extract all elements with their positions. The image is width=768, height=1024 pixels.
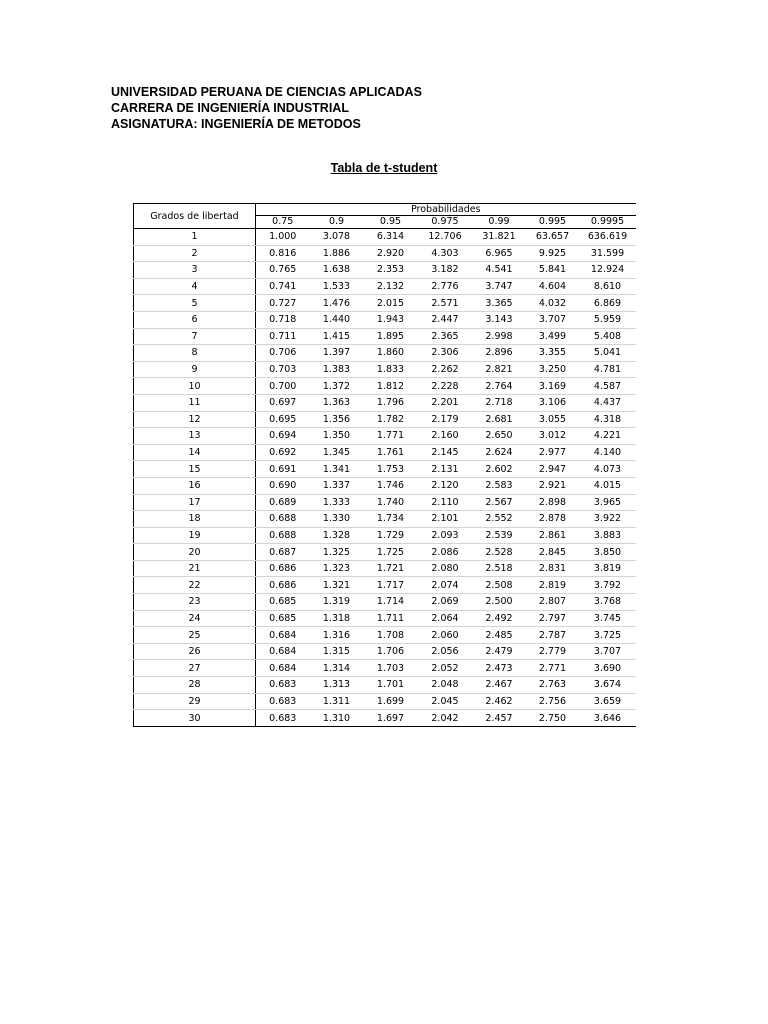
value-cell: 0.685 bbox=[256, 610, 310, 627]
dof-cell: 2 bbox=[134, 245, 256, 262]
value-cell: 2.602 bbox=[473, 461, 526, 478]
value-cell: 2.462 bbox=[473, 693, 526, 710]
value-cell: 4.587 bbox=[580, 378, 636, 395]
dof-cell: 20 bbox=[134, 544, 256, 561]
probability-column-header: 0.975 bbox=[418, 216, 473, 229]
value-cell: 1.725 bbox=[364, 544, 418, 561]
document-header bbox=[111, 84, 422, 132]
value-cell: 2.492 bbox=[473, 610, 526, 627]
value-cell: 2.473 bbox=[473, 660, 526, 677]
value-cell: 3.499 bbox=[526, 328, 580, 345]
value-cell: 2.064 bbox=[418, 610, 473, 627]
dof-cell: 15 bbox=[134, 461, 256, 478]
table-row bbox=[134, 577, 636, 594]
value-cell: 2.479 bbox=[473, 643, 526, 660]
value-cell: 3.182 bbox=[418, 262, 473, 279]
value-cell: 2.921 bbox=[526, 477, 580, 494]
dof-cell: 11 bbox=[134, 394, 256, 411]
value-cell: 1.345 bbox=[310, 444, 364, 461]
value-cell: 2.998 bbox=[473, 328, 526, 345]
value-cell: 63.657 bbox=[526, 229, 580, 246]
value-cell: 1.714 bbox=[364, 594, 418, 611]
value-cell: 1.330 bbox=[310, 511, 364, 528]
value-cell: 1.729 bbox=[364, 527, 418, 544]
value-cell: 4.015 bbox=[580, 477, 636, 494]
dof-cell: 28 bbox=[134, 677, 256, 694]
table-row bbox=[134, 444, 636, 461]
value-cell: 0.684 bbox=[256, 660, 310, 677]
value-cell: 3.850 bbox=[580, 544, 636, 561]
dof-cell: 4 bbox=[134, 278, 256, 295]
value-cell: 2.583 bbox=[473, 477, 526, 494]
value-cell: 3.819 bbox=[580, 560, 636, 577]
dof-cell: 21 bbox=[134, 560, 256, 577]
value-cell: 1.397 bbox=[310, 345, 364, 362]
value-cell: 4.032 bbox=[526, 295, 580, 312]
probability-column-header: 0.9 bbox=[310, 216, 364, 229]
dof-cell: 29 bbox=[134, 693, 256, 710]
value-cell: 1.319 bbox=[310, 594, 364, 611]
value-cell: 3.250 bbox=[526, 361, 580, 378]
value-cell: 0.683 bbox=[256, 693, 310, 710]
dof-cell: 8 bbox=[134, 345, 256, 362]
value-cell: 0.686 bbox=[256, 560, 310, 577]
value-cell: 2.110 bbox=[418, 494, 473, 511]
value-cell: 0.816 bbox=[256, 245, 310, 262]
value-cell: 0.711 bbox=[256, 328, 310, 345]
value-cell: 0.703 bbox=[256, 361, 310, 378]
value-cell: 1.476 bbox=[310, 295, 364, 312]
value-cell: 0.688 bbox=[256, 527, 310, 544]
value-cell: 3.922 bbox=[580, 511, 636, 528]
value-cell: 2.787 bbox=[526, 627, 580, 644]
value-cell: 1.372 bbox=[310, 378, 364, 395]
value-cell: 1.323 bbox=[310, 560, 364, 577]
value-cell: 0.689 bbox=[256, 494, 310, 511]
value-cell: 1.833 bbox=[364, 361, 418, 378]
dof-cell: 10 bbox=[134, 378, 256, 395]
value-cell: 0.691 bbox=[256, 461, 310, 478]
value-cell: 2.763 bbox=[526, 677, 580, 694]
value-cell: 2.861 bbox=[526, 527, 580, 544]
table-row bbox=[134, 394, 636, 411]
value-cell: 1.706 bbox=[364, 643, 418, 660]
value-cell: 1.316 bbox=[310, 627, 364, 644]
table-row bbox=[134, 527, 636, 544]
value-cell: 1.796 bbox=[364, 394, 418, 411]
value-cell: 5.408 bbox=[580, 328, 636, 345]
value-cell: 3.012 bbox=[526, 428, 580, 445]
table-row bbox=[134, 345, 636, 362]
university-name: UNIVERSIDAD PERUANA DE CIENCIAS APLICADAS bbox=[111, 85, 422, 99]
value-cell: 1.699 bbox=[364, 693, 418, 710]
value-cell: 0.688 bbox=[256, 511, 310, 528]
value-cell: 3.646 bbox=[580, 710, 636, 727]
value-cell: 3.659 bbox=[580, 693, 636, 710]
value-cell: 1.697 bbox=[364, 710, 418, 727]
value-cell: 5.959 bbox=[580, 311, 636, 328]
table-header-row bbox=[134, 204, 636, 216]
value-cell: 1.318 bbox=[310, 610, 364, 627]
value-cell: 2.500 bbox=[473, 594, 526, 611]
value-cell: 0.697 bbox=[256, 394, 310, 411]
value-cell: 2.131 bbox=[418, 461, 473, 478]
value-cell: 1.310 bbox=[310, 710, 364, 727]
value-cell: 3.674 bbox=[580, 677, 636, 694]
value-cell: 0.727 bbox=[256, 295, 310, 312]
value-cell: 2.528 bbox=[473, 544, 526, 561]
table-row bbox=[134, 560, 636, 577]
value-cell: 2.145 bbox=[418, 444, 473, 461]
table-row bbox=[134, 262, 636, 279]
value-cell: 0.700 bbox=[256, 378, 310, 395]
value-cell: 4.437 bbox=[580, 394, 636, 411]
table-row bbox=[134, 229, 636, 246]
value-cell: 2.093 bbox=[418, 527, 473, 544]
value-cell: 4.604 bbox=[526, 278, 580, 295]
value-cell: 2.567 bbox=[473, 494, 526, 511]
table-row bbox=[134, 361, 636, 378]
value-cell: 2.624 bbox=[473, 444, 526, 461]
value-cell: 2.920 bbox=[364, 245, 418, 262]
dof-cell: 3 bbox=[134, 262, 256, 279]
value-cell: 0.718 bbox=[256, 311, 310, 328]
value-cell: 9.925 bbox=[526, 245, 580, 262]
value-cell: 1.886 bbox=[310, 245, 364, 262]
value-cell: 2.080 bbox=[418, 560, 473, 577]
value-cell: 4.303 bbox=[418, 245, 473, 262]
value-cell: 1.753 bbox=[364, 461, 418, 478]
value-cell: 12.706 bbox=[418, 229, 473, 246]
value-cell: 0.690 bbox=[256, 477, 310, 494]
table-row bbox=[134, 494, 636, 511]
dof-cell: 13 bbox=[134, 428, 256, 445]
value-cell: 1.321 bbox=[310, 577, 364, 594]
value-cell: 1.337 bbox=[310, 477, 364, 494]
value-cell: 1.812 bbox=[364, 378, 418, 395]
value-cell: 1.350 bbox=[310, 428, 364, 445]
table-body bbox=[134, 229, 636, 727]
value-cell: 1.717 bbox=[364, 577, 418, 594]
dof-cell: 24 bbox=[134, 610, 256, 627]
value-cell: 1.383 bbox=[310, 361, 364, 378]
value-cell: 2.779 bbox=[526, 643, 580, 660]
value-cell: 3.707 bbox=[526, 311, 580, 328]
value-cell: 0.765 bbox=[256, 262, 310, 279]
probability-column-header: 0.99 bbox=[473, 216, 526, 229]
dof-cell: 16 bbox=[134, 477, 256, 494]
value-cell: 1.311 bbox=[310, 693, 364, 710]
value-cell: 2.160 bbox=[418, 428, 473, 445]
dof-cell: 26 bbox=[134, 643, 256, 660]
value-cell: 1.708 bbox=[364, 627, 418, 644]
dof-cell: 18 bbox=[134, 511, 256, 528]
value-cell: 12.924 bbox=[580, 262, 636, 279]
value-cell: 1.363 bbox=[310, 394, 364, 411]
dof-cell: 14 bbox=[134, 444, 256, 461]
value-cell: 3.365 bbox=[473, 295, 526, 312]
value-cell: 0.692 bbox=[256, 444, 310, 461]
value-cell: 3.106 bbox=[526, 394, 580, 411]
value-cell: 6.965 bbox=[473, 245, 526, 262]
course-name: ASIGNATURA: INGENIERÍA DE METODOS bbox=[111, 117, 361, 131]
value-cell: 2.228 bbox=[418, 378, 473, 395]
value-cell: 1.895 bbox=[364, 328, 418, 345]
value-cell: 0.694 bbox=[256, 428, 310, 445]
table-row bbox=[134, 428, 636, 445]
value-cell: 1.415 bbox=[310, 328, 364, 345]
value-cell: 2.042 bbox=[418, 710, 473, 727]
value-cell: 1.313 bbox=[310, 677, 364, 694]
value-cell: 2.056 bbox=[418, 643, 473, 660]
value-cell: 2.947 bbox=[526, 461, 580, 478]
value-cell: 2.650 bbox=[473, 428, 526, 445]
value-cell: 636.619 bbox=[580, 229, 636, 246]
dof-cell: 25 bbox=[134, 627, 256, 644]
table-row bbox=[134, 477, 636, 494]
value-cell: 4.073 bbox=[580, 461, 636, 478]
dof-cell: 6 bbox=[134, 311, 256, 328]
value-cell: 0.695 bbox=[256, 411, 310, 428]
dof-cell: 30 bbox=[134, 710, 256, 727]
value-cell: 4.541 bbox=[473, 262, 526, 279]
value-cell: 1.740 bbox=[364, 494, 418, 511]
value-cell: 1.638 bbox=[310, 262, 364, 279]
value-cell: 1.746 bbox=[364, 477, 418, 494]
value-cell: 2.060 bbox=[418, 627, 473, 644]
value-cell: 2.878 bbox=[526, 511, 580, 528]
value-cell: 2.179 bbox=[418, 411, 473, 428]
value-cell: 2.045 bbox=[418, 693, 473, 710]
value-cell: 4.318 bbox=[580, 411, 636, 428]
table-row bbox=[134, 627, 636, 644]
value-cell: 2.120 bbox=[418, 477, 473, 494]
table-row bbox=[134, 643, 636, 660]
value-cell: 3.792 bbox=[580, 577, 636, 594]
table-row bbox=[134, 660, 636, 677]
value-cell: 2.132 bbox=[364, 278, 418, 295]
value-cell: 2.365 bbox=[418, 328, 473, 345]
table-row bbox=[134, 278, 636, 295]
table-row bbox=[134, 544, 636, 561]
value-cell: 2.776 bbox=[418, 278, 473, 295]
dof-column-header: Grados de libertad bbox=[134, 204, 256, 229]
value-cell: 2.447 bbox=[418, 311, 473, 328]
probability-column-header: 0.95 bbox=[364, 216, 418, 229]
dof-cell: 19 bbox=[134, 527, 256, 544]
table-row bbox=[134, 311, 636, 328]
value-cell: 3.747 bbox=[473, 278, 526, 295]
value-cell: 1.860 bbox=[364, 345, 418, 362]
value-cell: 2.539 bbox=[473, 527, 526, 544]
table-row bbox=[134, 610, 636, 627]
value-cell: 1.341 bbox=[310, 461, 364, 478]
table-row bbox=[134, 378, 636, 395]
value-cell: 6.314 bbox=[364, 229, 418, 246]
value-cell: 2.052 bbox=[418, 660, 473, 677]
value-cell: 1.325 bbox=[310, 544, 364, 561]
value-cell: 1.440 bbox=[310, 311, 364, 328]
value-cell: 2.807 bbox=[526, 594, 580, 611]
dof-cell: 22 bbox=[134, 577, 256, 594]
dof-cell: 27 bbox=[134, 660, 256, 677]
value-cell: 3.169 bbox=[526, 378, 580, 395]
value-cell: 2.048 bbox=[418, 677, 473, 694]
value-cell: 0.686 bbox=[256, 577, 310, 594]
value-cell: 3.690 bbox=[580, 660, 636, 677]
dof-cell: 9 bbox=[134, 361, 256, 378]
value-cell: 1.533 bbox=[310, 278, 364, 295]
dof-cell: 5 bbox=[134, 295, 256, 312]
value-cell: 1.711 bbox=[364, 610, 418, 627]
table-row bbox=[134, 594, 636, 611]
value-cell: 2.797 bbox=[526, 610, 580, 627]
value-cell: 2.086 bbox=[418, 544, 473, 561]
value-cell: 31.821 bbox=[473, 229, 526, 246]
page-title: Tabla de t-student bbox=[330, 161, 438, 175]
value-cell: 1.314 bbox=[310, 660, 364, 677]
value-cell: 2.074 bbox=[418, 577, 473, 594]
value-cell: 5.841 bbox=[526, 262, 580, 279]
value-cell: 1.782 bbox=[364, 411, 418, 428]
table-row bbox=[134, 677, 636, 694]
value-cell: 2.831 bbox=[526, 560, 580, 577]
value-cell: 2.457 bbox=[473, 710, 526, 727]
value-cell: 0.706 bbox=[256, 345, 310, 362]
value-cell: 2.485 bbox=[473, 627, 526, 644]
value-cell: 2.756 bbox=[526, 693, 580, 710]
dof-cell: 17 bbox=[134, 494, 256, 511]
probability-column-header: 0.9995 bbox=[580, 216, 636, 229]
value-cell: 6.869 bbox=[580, 295, 636, 312]
value-cell: 0.684 bbox=[256, 643, 310, 660]
t-student-table bbox=[133, 203, 636, 727]
value-cell: 8.610 bbox=[580, 278, 636, 295]
value-cell: 3.055 bbox=[526, 411, 580, 428]
value-cell: 3.725 bbox=[580, 627, 636, 644]
probabilities-header: Probabilidades bbox=[256, 204, 636, 216]
value-cell: 1.315 bbox=[310, 643, 364, 660]
value-cell: 1.356 bbox=[310, 411, 364, 428]
value-cell: 2.508 bbox=[473, 577, 526, 594]
value-cell: 1.721 bbox=[364, 560, 418, 577]
value-cell: 1.333 bbox=[310, 494, 364, 511]
value-cell: 3.768 bbox=[580, 594, 636, 611]
table-row bbox=[134, 245, 636, 262]
value-cell: 1.771 bbox=[364, 428, 418, 445]
value-cell: 0.683 bbox=[256, 710, 310, 727]
table-row bbox=[134, 693, 636, 710]
value-cell: 2.353 bbox=[364, 262, 418, 279]
value-cell: 1.000 bbox=[256, 229, 310, 246]
value-cell: 2.821 bbox=[473, 361, 526, 378]
value-cell: 1.701 bbox=[364, 677, 418, 694]
value-cell: 4.781 bbox=[580, 361, 636, 378]
value-cell: 2.467 bbox=[473, 677, 526, 694]
dof-cell: 12 bbox=[134, 411, 256, 428]
value-cell: 31.599 bbox=[580, 245, 636, 262]
value-cell: 5.041 bbox=[580, 345, 636, 362]
dof-cell: 7 bbox=[134, 328, 256, 345]
value-cell: 1.328 bbox=[310, 527, 364, 544]
value-cell: 2.764 bbox=[473, 378, 526, 395]
value-cell: 2.262 bbox=[418, 361, 473, 378]
value-cell: 0.685 bbox=[256, 594, 310, 611]
table-row bbox=[134, 511, 636, 528]
value-cell: 2.896 bbox=[473, 345, 526, 362]
value-cell: 2.718 bbox=[473, 394, 526, 411]
table-row bbox=[134, 328, 636, 345]
value-cell: 3.745 bbox=[580, 610, 636, 627]
value-cell: 2.201 bbox=[418, 394, 473, 411]
value-cell: 2.771 bbox=[526, 660, 580, 677]
value-cell: 3.707 bbox=[580, 643, 636, 660]
dof-cell: 23 bbox=[134, 594, 256, 611]
table-row bbox=[134, 411, 636, 428]
value-cell: 2.898 bbox=[526, 494, 580, 511]
value-cell: 4.140 bbox=[580, 444, 636, 461]
value-cell: 3.965 bbox=[580, 494, 636, 511]
value-cell: 2.552 bbox=[473, 511, 526, 528]
value-cell: 3.883 bbox=[580, 527, 636, 544]
value-cell: 2.750 bbox=[526, 710, 580, 727]
value-cell: 3.143 bbox=[473, 311, 526, 328]
value-cell: 3.078 bbox=[310, 229, 364, 246]
value-cell: 0.687 bbox=[256, 544, 310, 561]
value-cell: 4.221 bbox=[580, 428, 636, 445]
value-cell: 2.015 bbox=[364, 295, 418, 312]
value-cell: 2.306 bbox=[418, 345, 473, 362]
value-cell: 1.761 bbox=[364, 444, 418, 461]
table-row bbox=[134, 710, 636, 727]
value-cell: 2.977 bbox=[526, 444, 580, 461]
value-cell: 2.571 bbox=[418, 295, 473, 312]
probability-column-header: 0.995 bbox=[526, 216, 580, 229]
value-cell: 0.683 bbox=[256, 677, 310, 694]
value-cell: 0.684 bbox=[256, 627, 310, 644]
value-cell: 3.355 bbox=[526, 345, 580, 362]
value-cell: 1.703 bbox=[364, 660, 418, 677]
value-cell: 1.734 bbox=[364, 511, 418, 528]
value-cell: 2.845 bbox=[526, 544, 580, 561]
value-cell: 2.518 bbox=[473, 560, 526, 577]
value-cell: 0.741 bbox=[256, 278, 310, 295]
value-cell: 2.101 bbox=[418, 511, 473, 528]
table-row bbox=[134, 461, 636, 478]
value-cell: 2.069 bbox=[418, 594, 473, 611]
value-cell: 1.943 bbox=[364, 311, 418, 328]
value-cell: 2.819 bbox=[526, 577, 580, 594]
value-cell: 2.681 bbox=[473, 411, 526, 428]
table-row bbox=[134, 295, 636, 312]
dof-cell: 1 bbox=[134, 229, 256, 246]
probability-column-header: 0.75 bbox=[256, 216, 310, 229]
career-name: CARRERA DE INGENIERÍA INDUSTRIAL bbox=[111, 101, 349, 115]
